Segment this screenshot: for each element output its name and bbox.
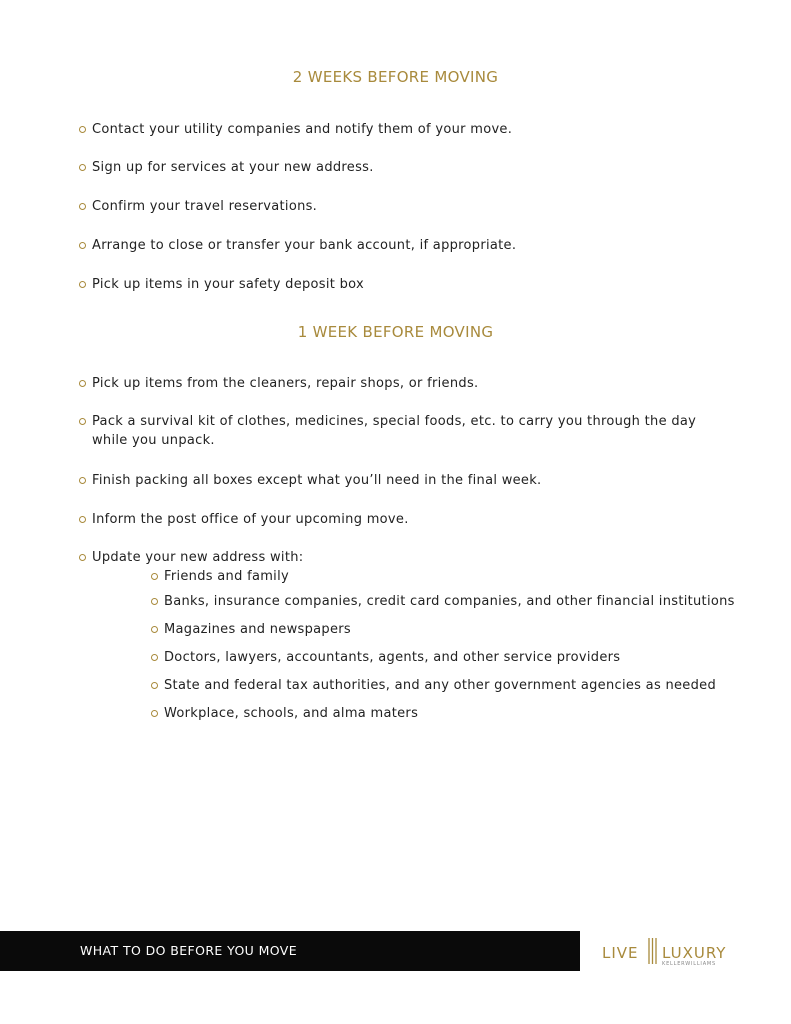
logo-sub-text: KELLERWILLIAMS bbox=[662, 961, 717, 967]
list-item-text: Confirm your travel reservations. bbox=[92, 199, 318, 214]
bullet-icon bbox=[79, 380, 86, 387]
sub-list-item-text: Doctors, lawyers, accountants, agents, and other service providers bbox=[164, 650, 621, 665]
list-item-text: Pack a survival kit of clothes, medicines, special foods, etc. to carry you through the day while you unpack. bbox=[92, 414, 697, 448]
footer-title: WHAT TO DO BEFORE YOU MOVE bbox=[80, 943, 298, 958]
bullet-icon bbox=[151, 626, 158, 633]
section-heading-2-weeks: 2 WEEKS BEFORE MOVING bbox=[292, 68, 499, 86]
sub-list-item bbox=[151, 676, 751, 695]
sub-list-item bbox=[151, 704, 751, 723]
bullet-icon bbox=[151, 598, 158, 605]
list-item bbox=[79, 236, 719, 255]
list-item bbox=[79, 374, 719, 393]
sub-list-item-text: Friends and family bbox=[164, 569, 289, 584]
bullet-icon bbox=[79, 281, 86, 288]
list-item-text: Pick up items from the cleaners, repair shops, or friends. bbox=[92, 376, 479, 391]
list-item bbox=[79, 510, 719, 529]
list-item bbox=[79, 158, 719, 177]
sub-list-item bbox=[151, 567, 751, 586]
sub-list-item bbox=[151, 620, 751, 639]
list-item bbox=[79, 471, 719, 490]
list-item bbox=[79, 548, 719, 567]
bullet-icon bbox=[79, 554, 86, 561]
section-heading-1-week: 1 WEEK BEFORE MOVING bbox=[297, 323, 494, 341]
logo-luxury-text: LUXURY bbox=[662, 944, 727, 962]
list-item-text: Inform the post office of your upcoming move. bbox=[92, 512, 409, 527]
list-item-text: Update your new address with: bbox=[92, 550, 304, 565]
bullet-icon bbox=[79, 164, 86, 171]
bullet-icon bbox=[151, 573, 158, 580]
bullet-icon bbox=[151, 682, 158, 689]
sub-list-item bbox=[151, 592, 751, 611]
sub-list-item-text: State and federal tax authorities, and any other government agencies as needed bbox=[164, 678, 716, 693]
bullet-icon bbox=[79, 126, 86, 133]
sub-list-item-text: Workplace, schools, and alma maters bbox=[164, 706, 419, 721]
list-item-text: Finish packing all boxes except what you’ll need in the final week. bbox=[92, 473, 542, 488]
list-item-text: Sign up for services at your new address. bbox=[92, 160, 374, 175]
bullet-icon bbox=[79, 242, 86, 249]
bullet-icon bbox=[79, 516, 86, 523]
sub-list-item bbox=[151, 648, 751, 667]
sub-list-item-text: Magazines and newspapers bbox=[164, 622, 351, 637]
list-item bbox=[79, 275, 719, 294]
bullet-icon bbox=[79, 203, 86, 210]
list-item-text: Arrange to close or transfer your bank account, if appropriate. bbox=[92, 238, 517, 253]
sub-list-item-text: Banks, insurance companies, credit card companies, and other financial institutions bbox=[164, 594, 735, 609]
list-item bbox=[79, 197, 719, 216]
live-luxury-logo bbox=[602, 932, 747, 970]
bullet-icon bbox=[79, 418, 86, 425]
list-item-text: Pick up items in your safety deposit box bbox=[92, 277, 365, 292]
list-item bbox=[79, 412, 719, 450]
list-item-text: Contact your utility companies and notify them of your move. bbox=[92, 122, 513, 137]
bullet-icon bbox=[151, 654, 158, 661]
bullet-icon bbox=[79, 477, 86, 484]
bullet-icon bbox=[151, 710, 158, 717]
list-item bbox=[79, 120, 719, 139]
footer-bar bbox=[0, 931, 580, 971]
logo-live-text: LIVE bbox=[602, 944, 639, 962]
